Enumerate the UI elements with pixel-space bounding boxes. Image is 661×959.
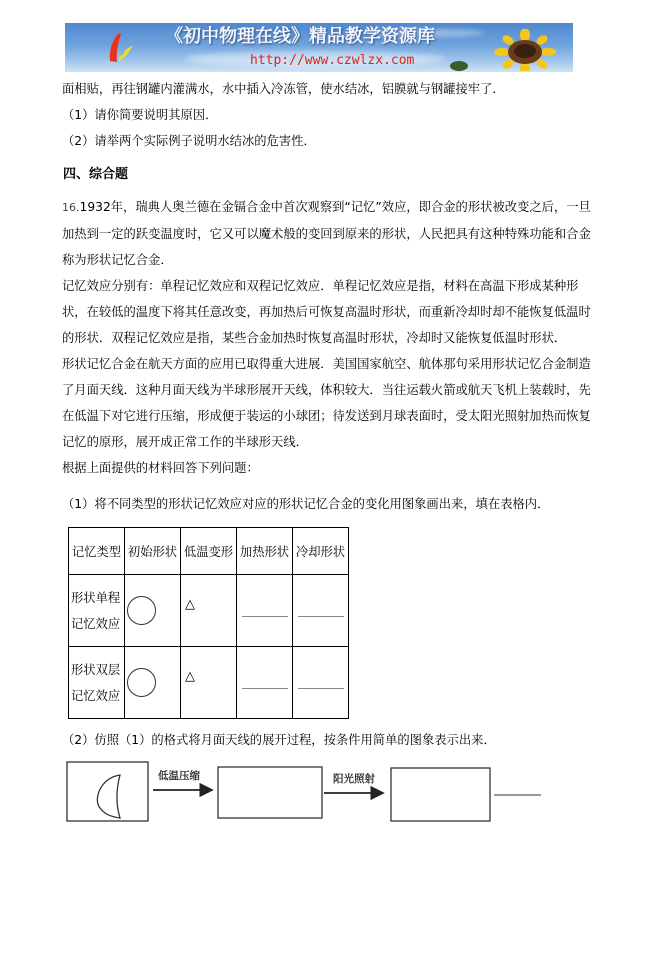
triangle-shape-icon: △ [185,669,195,684]
header-cell: 记忆类型 [69,528,125,575]
hemisphere-antenna-icon [97,775,120,818]
answer-blank[interactable] [298,616,344,617]
sunflower-icon [490,29,560,71]
answer-blank[interactable] [298,688,344,689]
table-row [69,575,349,647]
heated-shape-cell [237,575,293,647]
initial-state-box [67,762,148,821]
low-temp-shape-cell [181,647,237,719]
answer-blank[interactable] [242,616,288,617]
table-header-row [69,528,349,575]
header-cell: 低温变形 [181,528,237,575]
banner-url: http://www.czwlzx.com [250,53,415,68]
row-label [69,657,124,709]
low-temp-shape-cell [181,575,237,647]
q16-paragraph-2: 记忆效应分别有：单程记忆效应和双程记忆效应．单程记忆效应是指，材料在高温下形成某种形状，在较低的温度下将其任意改变，再加热后可恢复高温时形状，而重新冷却时却不能恢复低温时的形状．双程记忆效应是指，某些合金加热时恢复高温时形状，冷却时又能恢复低温时形状． [62,279,591,345]
document-content [62,72,602,827]
spacer [62,481,602,491]
cooled-shape-cell [293,575,349,647]
row-label-line: 形状双层 [71,662,121,677]
heated-shape-cell [237,647,293,719]
row-label-cell [69,575,125,647]
prev-question-sub2: （2）请举两个实际例子说明水结冰的危害性． [62,134,316,148]
q16-paragraph-1 [62,194,602,273]
diagram-graphics [62,757,602,827]
q16-paragraph-4: 根据上面提供的材料回答下列问题： [62,461,259,475]
compressed-state-box[interactable] [218,767,322,818]
banner-title: 《初中物理在线》精品教学资源库 [165,26,435,47]
triangle-shape-icon: △ [185,597,195,612]
table-row [69,647,349,719]
row-label-line: 记忆效应 [71,616,121,631]
header-cell: 冷却形状 [293,528,349,575]
circle-shape-icon [127,596,156,625]
deployed-state-box[interactable] [391,768,490,821]
arrow-2-label: 阳光照射 [333,773,375,785]
initial-shape-cell [125,647,181,719]
site-banner [65,23,573,72]
q16-sub2: （2）仿照（1）的格式将月面天线的展开过程，按条件用简单的图象表示出来． [62,733,496,747]
header-cell: 加热形状 [237,528,293,575]
memory-effect-table [68,527,349,719]
row-label [69,585,124,637]
cooled-shape-cell [293,647,349,719]
answer-blank[interactable] [242,688,288,689]
row-label-line: 形状单程 [71,590,121,605]
initial-shape-cell [125,575,181,647]
section-heading: 四、综合题 [63,167,129,182]
row-label-line: 记忆效应 [71,688,121,703]
q16-paragraph-3: 形状记忆合金在航天方面的应用已取得重大进展．美国国家航空、航体那句采用形状记忆合金制造了月面天线．这种月面天线为半球形展开天线，体积较大．当往运载火箭或航天飞机上装载时，先在低温下对它进行压缩，形成便于装运的小球团；待发送到月球表面时，受太阳光照射加热而恢复记忆的原形，展开成正常工作的半球形天线． [62,357,591,449]
q16-paragraph-1-text: 1932年，瑞典人奥兰德在金镉合金中首次观察到“记忆”效应，即合金的形状被改变之后，一旦加热到一定的跃变温度时，它又可以魔术般的变回到原来的形状，人民把具有这种特殊功能和合金称为形状记忆合金． [62,200,591,267]
plant-decoration [450,61,468,71]
header-cell: 初始形状 [125,528,181,575]
q16-number: 16. [62,201,80,214]
prev-question-tail: 面相贴，再往钢罐内灌满水，水中插入冷冻管，使水结冰，铝膜就与钢罐接牢了． [62,82,505,96]
circle-shape-icon [127,668,156,697]
arrow-1-label: 低温压缩 [158,770,200,782]
q16-sub1: （1）将不同类型的形状记忆效应对应的形状记忆合金的变化用图象画出来，填在表格内． [62,497,550,511]
row-label-cell [69,647,125,719]
site-logo-icon [103,31,143,67]
prev-question-sub1: （1）请你简要说明其原因． [62,108,218,122]
antenna-process-diagram [62,757,602,827]
